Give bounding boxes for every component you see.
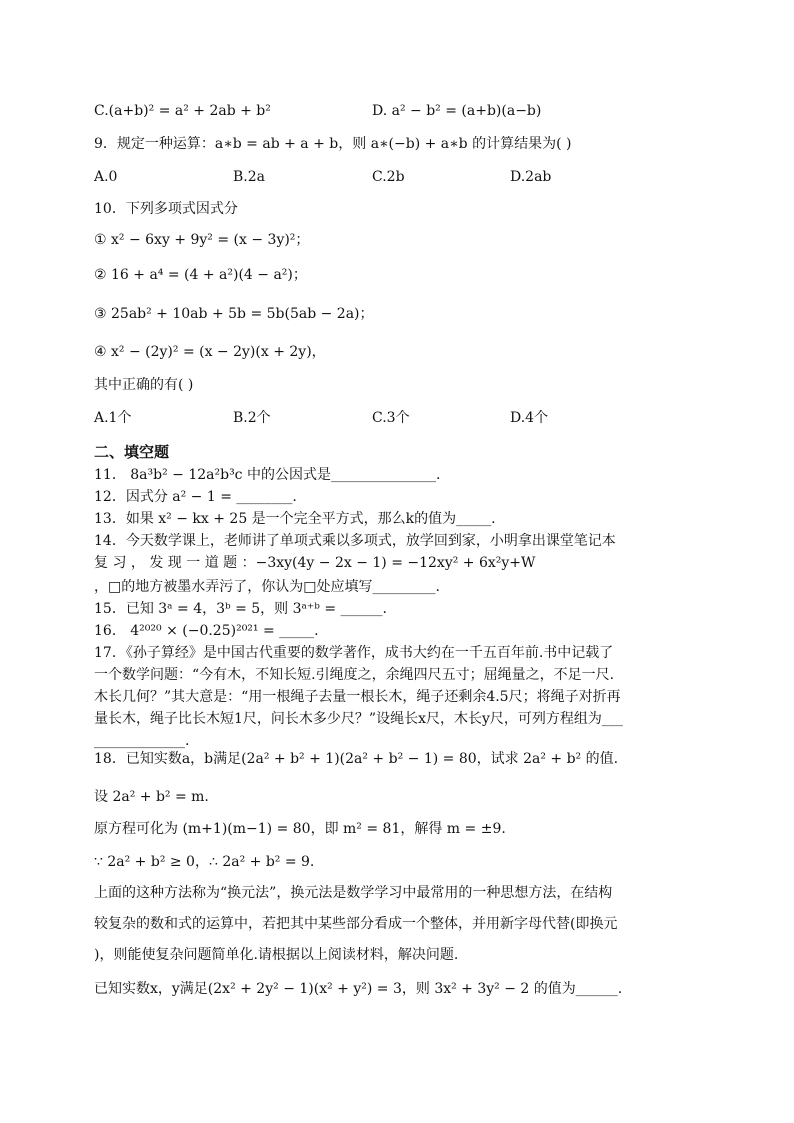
q10-prompt: 其中正确的有( ) (94, 377, 194, 393)
section-title: 二、填空题 (94, 443, 170, 461)
q13: 13．如果 x² − kx + 25 是一个完全平方式，那么k的值为_____. (94, 511, 496, 527)
q17-line2: 一个数学问题：“今有木，不知长短.引绳度之，余绳四尺五寸；屈绳量之，不足一尺. (94, 667, 615, 683)
q17-line5: _____________. (94, 733, 190, 749)
q10-option-b: B.2个 (233, 410, 271, 426)
q10-item-2: ② 16 + a⁴ = (4 + a²)(4 − a²)； (94, 267, 307, 283)
q14-line2: 复 习 ， 发 现 一 道 题 ：−3xy(4y − 2x − 1) = −12xy² + 6x²y+W (94, 555, 536, 571)
q18-para-line1: 上面的这种方法称为“换元法”，换元法是数学学习中最常用的一种思想方法，在结构 (94, 885, 613, 901)
q11: 11． 8a³b² − 12a²b³c 中的公因式是_______________. (94, 467, 441, 483)
q15: 15．已知 3ᵃ = 4，3ᵇ = 5，则 3ᵃ⁺ᵇ = ______. (94, 601, 387, 617)
q17-line4: 量长木，绳子比长木短1尺，问长木多少尺？”设绳长x尺，木长y尺，可列方程组为___ (94, 711, 623, 727)
q18-stem: 18．已知实数a，b满足(2a² + b² + 1)(2a² + b² − 1) = 80，试求 2a² + b² 的值. (94, 751, 619, 767)
q9-option-d: D.2ab (510, 169, 552, 185)
q18-step1: 设 2a² + b² = m. (94, 789, 209, 805)
q8-option-c: C.(a+b)² = a² + 2ab + b² (94, 103, 271, 119)
q10-stem: 10．下列多项式因式分 (94, 201, 238, 217)
q10-item-4: ④ x² − (2y)² = (x − 2y)(x + 2y)， (94, 344, 326, 360)
q10-item-1: ① x² − 6xy + 9y² = (x − 3y)²； (94, 232, 310, 248)
q8-option-d: D. a² − b² = (a+b)(a−b) (372, 103, 542, 119)
q18-step2: 原方程可化为 (m+1)(m−1) = 80，即 m² = 81，解得 m = ±9. (94, 821, 506, 837)
q18-para-line3: )，则能使复杂问题简单化.请根据以上阅读材料，解决问题. (94, 947, 459, 963)
q18-step3: ∵ 2a² + b² ≥ 0，∴ 2a² + b² = 9. (94, 854, 315, 870)
q18-task: 已知实数x，y满足(2x² + 2y² − 1)(x² + y²) = 3，则 3x² + 3y² − 2 的值为______. (94, 981, 623, 997)
q10-option-c: C.3个 (372, 410, 410, 426)
q10-option-d: D.4个 (510, 410, 549, 426)
q9-option-b: B.2a (233, 169, 265, 185)
q16: 16． 4²⁰²⁰ × (−0.25)²⁰²¹ = _____. (94, 623, 319, 639)
q14-line3: ，□的地方被墨水弄污了，你认为□处应填写_________. (94, 579, 440, 595)
q12: 12．因式分 a² − 1 = ________. (94, 489, 297, 505)
q9-option-a: A.0 (94, 169, 118, 185)
q17-line3: 木长几何？”其大意是：“用一根绳子去量一根长木，绳子还剩余4.5尺；将绳子对折再 (94, 689, 621, 705)
q10-option-a: A.1个 (94, 410, 132, 426)
q14-line1: 14．今天数学课上，老师讲了单项式乘以多项式，放学回到家，小明拿出课堂笔记本 (94, 533, 616, 549)
q18-para-line2: 较复杂的数和式的运算中，若把其中某些部分看成一个整体，并用新字母代替(即换元 (94, 916, 618, 932)
q9-stem: 9．规定一种运算：a∗b = ab + a + b，则 a∗(−b) + a∗b 的计算结果为( ) (94, 136, 572, 152)
q17-line1: 17．《孙子算经》是中国古代重要的数学著作，成书大约在一千五百年前.书中记载了 (94, 645, 614, 661)
q9-option-c: C.2b (372, 169, 405, 185)
q10-item-3: ③ 25ab² + 10ab + 5b = 5b(5ab − 2a)； (94, 306, 374, 322)
